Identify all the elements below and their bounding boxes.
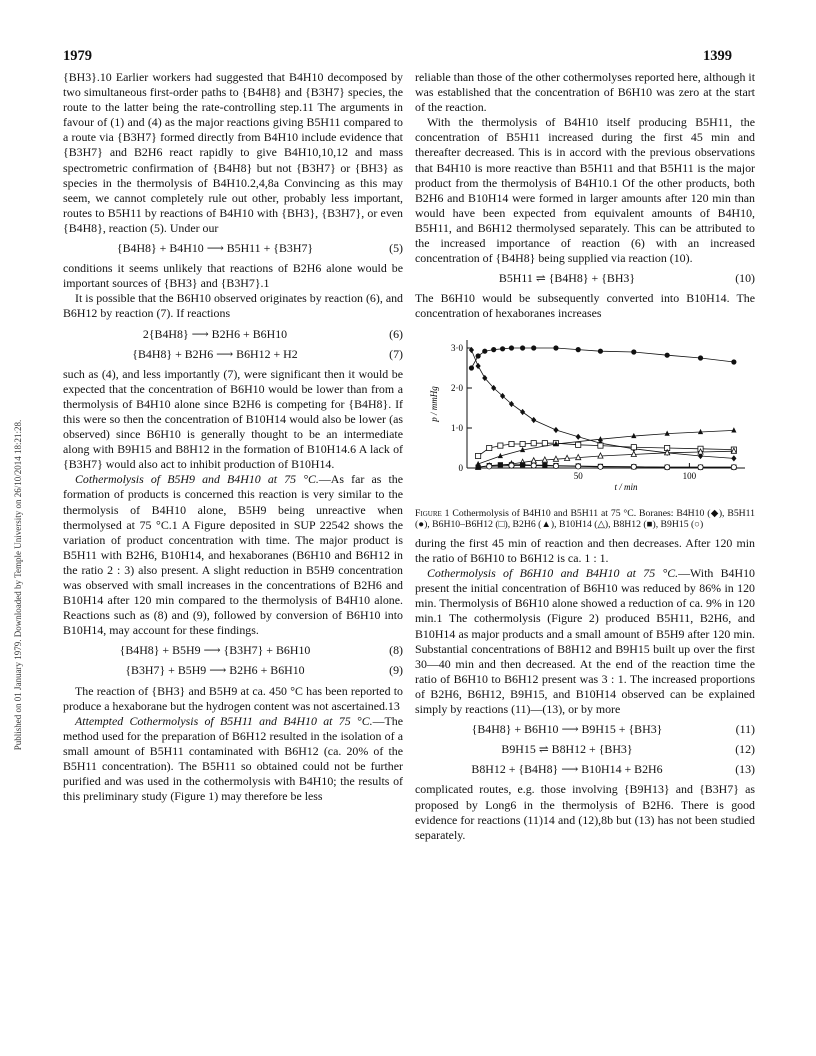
x-axis-label: t / min	[614, 481, 638, 492]
b9h15-point	[531, 463, 536, 468]
section-heading: Attempted Cothermolysis of B5H11 and B4H10 at 75 °C.	[75, 713, 373, 728]
b10h14-point	[631, 451, 636, 456]
y-tick-label: 2·0	[451, 382, 463, 393]
b6h10-b6h12-point	[631, 444, 636, 449]
b8h12-point	[520, 462, 525, 467]
equation-8: {B4H8} + B5H9 ⟶ {B3H7} + B6H10 (8)	[119, 643, 403, 658]
b6h10-b6h12-point	[542, 440, 547, 445]
equation-11: {B4H8} + B6H10 ⟶ B9H15 + {BH3} (11)	[471, 722, 755, 737]
download-watermark: Published on 01 January 1979. Downloaded by Temple University on 26/10/2014 18:21:28.	[13, 419, 23, 751]
b5h11-point	[469, 365, 474, 370]
page-number: 1399	[703, 48, 732, 64]
b4h10-point	[576, 433, 581, 439]
chart	[415, 330, 755, 500]
b6h10-b6h12-point	[576, 442, 581, 447]
x-tick-label: 100	[682, 470, 697, 481]
paragraph: reliable than those of the other cothermolyses reported here, although it was established that the concentration of B6H10 was zero at the start of the reaction.	[415, 70, 755, 115]
b5h11-point	[491, 347, 496, 352]
paragraph: Cothermolysis of B6H10 and B4H10 at 75 °C.—With B4H10 present the initial concentration of B6H10 was reduced by 86% in 120 min. Thermolysis of B6H10 alone showed a reduction of ca. 9% in 120 min.1 The cothermolysis (Figure 2) produced B5H11, B2H6, and B10H14 as major products and a small amount of B5H9 after 120 min. Substantial concentrations of B8H12 and B9H15 built up over the first 30—40 min and then decreased. At the end of the reaction time the ratio of B6H10 to B6H12 present was 3 : 1. The increased proportions of B2H6, B6H12, B9H15, and B10H14 observed can be explained simply by reactions (11)—(13), or by more	[415, 566, 755, 717]
equation-7: {B4H8} + B2H6 ⟶ B6H12 + H2 (7)	[132, 346, 403, 361]
b9h15-point	[698, 464, 703, 469]
b4h10-point	[520, 408, 525, 414]
b10h14-point	[598, 452, 603, 457]
b9h15-point	[576, 463, 581, 468]
y-tick-label: 1·0	[451, 422, 463, 433]
b5h11-point	[576, 347, 581, 352]
b5h11-point	[665, 352, 670, 357]
b5h11-point	[531, 345, 536, 350]
b6h10-b6h12-point	[531, 440, 536, 445]
b8h12-point	[542, 462, 547, 467]
figure-1	[415, 330, 755, 504]
paragraph: The B6H10 would be subsequently converted into B10H14. The concentration of hexaboranes increases	[415, 291, 755, 321]
paragraph: Attempted Cothermolysis of B5H11 and B4H10 at 75 °C.—The method used for the preparation of B6H12 resulted in the isolation of a small amount of B5H11 contaminated with B6H12 (ca. 20% of the B5H11 concentration). The B5H11 so obtained could not be further purified and was used in the cothermolysis with B4H10; the results of this preliminary study (Figure 1) may therefore be less	[63, 713, 403, 804]
b2h6-curve	[478, 430, 734, 464]
b5h11-point	[731, 359, 736, 364]
figure-caption: Figure 1 Cothermolysis of B4H10 and B5H11 at 75 °C. Boranes: B4H10 (◆), B5H11 (●), B6H10–B6H12 (□), B2H6 (▲), B10H14 (△), B8H12 (■), B9H15 (○)	[415, 507, 755, 530]
y-tick-label: 0	[458, 462, 463, 473]
equation-6: 2{B4H8} ⟶ B2H6 + B6H10 (6)	[142, 326, 403, 341]
b6h10-b6h12-curve	[478, 443, 734, 456]
b5h11-point	[598, 348, 603, 353]
b2h6-point	[665, 430, 670, 435]
paragraph: The reaction of {BH3} and B5H9 at ca. 450 °C has been reported to produce a hexaborane but the hydrogen content was not ascertained.13	[63, 683, 403, 713]
b9h15-point	[487, 463, 492, 468]
b6h10-b6h12-point	[476, 453, 481, 458]
paragraph: With the thermolysis of B4H10 itself producing B5H11, the concentration of B5H11 increased during the first 45 min and thereafter decreased. This is in accord with the previous observations that B4H10 is more reactive than B5H11 and that B5H11 is the major product from the thermolysis of B4H10.1 Of the other products, both B2H6 and B10H14 were formed in larger amounts after 120 min than would have been expected from equivalent amounts of B4H10, B5H11, and B6H12 thermolysed separately. This can be attributed to the increased importance of reaction (6) with an increased concentration of {B4H8} being supplied via reaction (10).	[415, 115, 755, 266]
right-column	[415, 70, 755, 843]
b4h10-point	[731, 455, 736, 461]
b6h10-b6h12-point	[498, 443, 503, 448]
equation-9: {B3H7} + B5H9 ⟶ B2H6 + B6H10 (9)	[125, 663, 403, 678]
equation-5: {B4H8} + B4H10 ⟶ B5H11 + {B3H7} (5)	[116, 241, 403, 256]
equation-13: B8H12 + {B4H8} ⟶ B10H14 + B2H6 (13)	[471, 762, 755, 777]
b9h15-point	[631, 464, 636, 469]
b4h10-point	[531, 416, 536, 422]
b2h6-point	[731, 427, 736, 432]
paragraph: Cothermolysis of B5H9 and B4H10 at 75 °C.—As far as the formation of products is concerned this reaction is very similar to the thermolysis of B4H10 alone, B5H9 being unreactive when thermolysed at 75 °C.1 A Figure deposited in SUP 22542 shows the variation of product concentration with time. The major product is B5H11 with B2H6, B10H14, and hexaboranes (B6H10 and B6H12 in the ratio 2 : 3) also present. A slight reduction in B5H9 concentration was observed with small increases in the concentrations of B2H6 and B10H14 after 120 min compared to the thermolysis of B4H10 alone. Reactions such as (8) and (9), followed by conversion of B6H10 into B10H14, may account for these findings.	[63, 472, 403, 638]
b5h11-point	[553, 345, 558, 350]
b4h10-point	[553, 426, 558, 432]
b6h10-b6h12-point	[509, 441, 514, 446]
paragraph: complicated routes, e.g. those involving {B9H13} and {B3H7} as proposed by Long6 in the thermolysis of B2H6. There is good evidence for reactions (11)14 and (12),8b but (13) has not been studied separately.	[415, 782, 755, 842]
left-column	[63, 70, 403, 804]
equation-12: B9H15 ⇌ B8H12 + {BH3} (12)	[501, 742, 755, 757]
b5h11-point	[482, 348, 487, 353]
b5h11-point	[520, 345, 525, 350]
b9h15-point	[553, 463, 558, 468]
b9h15-point	[509, 463, 514, 468]
paragraph: conditions it seems unlikely that reactions of B2H6 alone would be important sources of {BH3} and {B3H7}.1	[63, 261, 403, 291]
b8h12-point	[498, 462, 503, 467]
b6h10-b6h12-point	[520, 441, 525, 446]
b6h10-b6h12-point	[598, 443, 603, 448]
b9h15-point	[731, 464, 736, 469]
x-tick-label: 50	[573, 470, 583, 481]
b4h10-point	[476, 362, 481, 368]
section-heading: Cothermolysis of B5H9 and B4H10 at 75 °C.	[75, 472, 319, 487]
paragraph: such as (4), and less importantly (7), were significant then it would be expected that the concentration of B6H10 would be lower than from a thermolysis of B4H10 alone since B2H6 is competing for {B4H8}. If this were so then the concentration of B10H14 would also be lower (as observed) since B6H10 is generally thought to be an intermediate along with B9H15 and B8H12 in the formation of B10H14.6 A lack of {B3H7} would also act to inhibit production of B10H14.	[63, 366, 403, 472]
b2h6-point	[698, 428, 703, 433]
paragraph: It is possible that the B6H10 observed originates by reaction (6), and B6H12 by reaction (7). If reactions	[63, 291, 403, 321]
paragraph: during the first 45 min of reaction and then decreases. After 120 min the ratio of B6H10 to B6H12 is ca. 1 : 1.	[415, 536, 755, 566]
b5h11-point	[698, 355, 703, 360]
b6h10-b6h12-point	[487, 445, 492, 450]
page-year: 1979	[63, 48, 92, 64]
b9h15-point	[598, 464, 603, 469]
b5h11-point	[631, 349, 636, 354]
section-heading: Cothermolysis of B6H10 and B4H10 at 75 °C.	[427, 566, 679, 581]
y-axis-label: p / mmHg	[429, 385, 439, 422]
y-tick-label: 3·0	[451, 342, 463, 353]
b5h11-point	[509, 345, 514, 350]
b5h11-point	[476, 353, 481, 358]
paragraph: {BH3}.10 Earlier workers had suggested that B4H10 decomposed by two simultaneous first-order paths to {B4H8} and {B3H7} species, the route to the latter being the rate-controlling step.11 The arguments in favour of (1) and (4) as the major reactions giving B5H11 compared to a route via {B3H7} formed directly from B4H10 include evidence that {B3H7} and B2H6 react rapidly to give B4H10,10,12 and mass spectrometric confirmation of {B4H8} but not {B3H7} or {BH3} as species in the thermolysis of B4H10.2,4,8a Convincing as this may seem, we cannot completely rule out other, probably less important, routes to B5H11 by reactions of B4H10 with {BH3}, {B3H7}, or even {B4H8}, reaction (5). Under our	[63, 70, 403, 235]
b5h11-point	[500, 346, 505, 351]
b8h12-point	[476, 464, 481, 469]
b9h15-point	[665, 464, 670, 469]
equation-10: B5H11 ⇌ {B4H8} + {BH3} (10)	[498, 271, 755, 286]
